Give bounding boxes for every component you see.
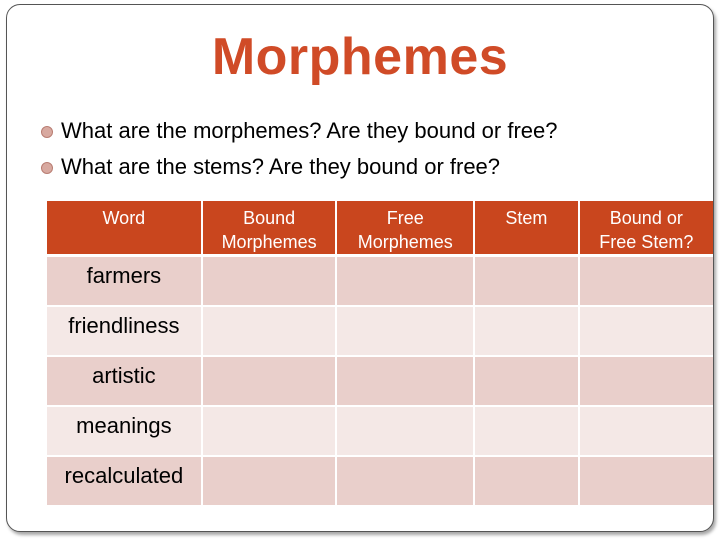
header-free-morphemes: Free Morphemes — [336, 201, 474, 256]
bound-or-free-stem-cell — [579, 306, 713, 356]
table-row — [47, 406, 713, 456]
bound-morphemes-cell — [202, 406, 337, 456]
stem-cell — [474, 356, 579, 406]
stem-cell — [474, 256, 579, 306]
word-cell: recalculated — [47, 456, 202, 506]
header-bound-morphemes: Bound Morphemes — [202, 201, 337, 256]
free-morphemes-cell — [336, 456, 474, 506]
slide-frame — [6, 4, 714, 532]
word-cell: friendliness — [47, 306, 202, 356]
bullet-dot-icon — [41, 126, 53, 138]
header-word: Word — [47, 201, 202, 256]
stem-cell — [474, 406, 579, 456]
bullet-item — [41, 149, 558, 185]
bound-or-free-stem-cell — [579, 406, 713, 456]
bound-morphemes-cell — [202, 306, 337, 356]
bullet-dot-icon — [41, 162, 53, 174]
header-stem: Stem — [474, 201, 579, 256]
bound-or-free-stem-cell — [579, 356, 713, 406]
bullet-item — [41, 113, 558, 149]
word-cell: artistic — [47, 356, 202, 406]
table-row — [47, 356, 713, 406]
header-bound-or-free-stem: Bound or Free Stem? — [579, 201, 713, 256]
table-header-row — [47, 201, 713, 256]
table-row — [47, 256, 713, 306]
slide-title: Morphemes — [211, 28, 509, 86]
bound-morphemes-cell — [202, 356, 337, 406]
bullet-text: What are the stems? Are they bound or free? — [61, 154, 501, 179]
stem-cell — [474, 456, 579, 506]
stem-cell — [474, 306, 579, 356]
bound-morphemes-cell — [202, 256, 337, 306]
free-morphemes-cell — [336, 306, 474, 356]
word-cell: farmers — [47, 256, 202, 306]
morpheme-table — [47, 201, 713, 507]
free-morphemes-cell — [336, 256, 474, 306]
free-morphemes-cell — [336, 356, 474, 406]
table-row — [47, 306, 713, 356]
bullet-text: What are the morphemes? Are they bound or free? — [61, 118, 558, 143]
bound-or-free-stem-cell — [579, 456, 713, 506]
word-cell: meanings — [47, 406, 202, 456]
table-row — [47, 456, 713, 506]
bullet-list — [41, 113, 558, 185]
bound-morphemes-cell — [202, 456, 337, 506]
free-morphemes-cell — [336, 406, 474, 456]
bound-or-free-stem-cell — [579, 256, 713, 306]
